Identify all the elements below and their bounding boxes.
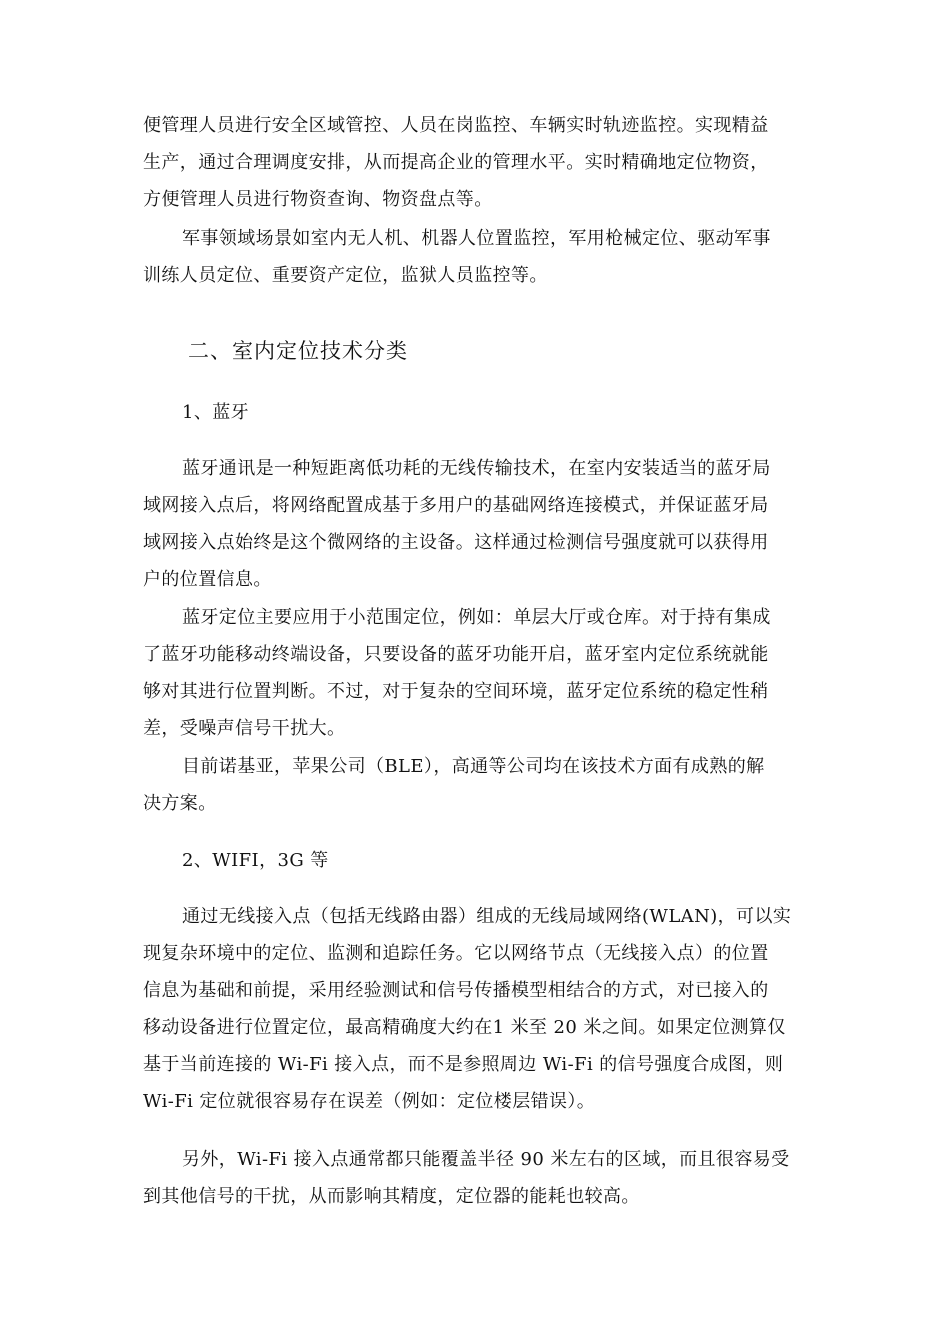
wifi-paragraph-1-line-4: 移动设备进行位置定位，最高精确度大约在1 米至 20 米之间。如果定位测算仅 <box>143 1017 786 1038</box>
intro-paragraph-2-line-1: 军事领域场景如室内无人机、机器人位置监控，军用枪械定位、驱动军事 <box>182 228 771 249</box>
wifi-paragraph-1-line-1: 通过无线接入点（包括无线路由器）组成的无线局域网络(WLAN)，可以实 <box>182 906 792 927</box>
bluetooth-paragraph-1-line-4: 户的位置信息。 <box>143 569 272 590</box>
wifi-paragraph-2-line-1: 另外，Wi-Fi 接入点通常都只能覆盖半径 90 米左右的区域，而且很容易受 <box>182 1149 790 1170</box>
section-heading: 二、室内定位技术分类 <box>188 339 408 363</box>
wifi-paragraph-1-line-6: Wi-Fi 定位就很容易存在误差（例如：定位楼层错误）。 <box>143 1091 596 1112</box>
wifi-paragraph-1-line-2: 现复杂环境中的定位、监测和追踪任务。它以网络节点（无线接入点）的位置 <box>143 943 769 964</box>
bluetooth-paragraph-2-line-2: 了蓝牙功能移动终端设备，只要设备的蓝牙功能开启，蓝牙室内定位系统就能 <box>143 644 769 665</box>
bluetooth-paragraph-1-line-2: 域网接入点后，将网络配置成基于多用户的基础网络连接模式，并保证蓝牙局 <box>143 495 769 516</box>
bluetooth-paragraph-1-line-3: 域网接入点始终是这个微网络的主设备。这样通过检测信号强度就可以获得用 <box>143 532 769 553</box>
bluetooth-paragraph-2-line-1: 蓝牙定位主要应用于小范围定位，例如：单层大厅或仓库。对于持有集成 <box>182 607 771 628</box>
wifi-heading: 2、WIFI，3G 等 <box>182 850 329 871</box>
bluetooth-paragraph-3-line-2: 决方案。 <box>143 793 217 814</box>
intro-paragraph-1-line-2: 生产，通过合理调度安排，从而提高企业的管理水平。实时精确地定位物资， <box>143 152 769 173</box>
intro-paragraph-2-line-2: 训练人员定位、重要资产定位，监狱人员监控等。 <box>143 265 548 286</box>
bluetooth-heading: 1、蓝牙 <box>182 402 250 423</box>
intro-paragraph-1-line-1: 便管理人员进行安全区域管控、人员在岗监控、车辆实时轨迹监控。实现精益 <box>143 115 769 136</box>
bluetooth-paragraph-2-line-3: 够对其进行位置判断。不过，对于复杂的空间环境，蓝牙定位系统的稳定性稍 <box>143 681 769 702</box>
intro-paragraph-1-line-3: 方便管理人员进行物资查询、物资盘点等。 <box>143 189 493 210</box>
bluetooth-paragraph-1-line-1: 蓝牙通讯是一种短距离低功耗的无线传输技术，在室内安装适当的蓝牙局 <box>182 458 771 479</box>
wifi-paragraph-2-line-2: 到其他信号的干扰，从而影响其精度，定位器的能耗也较高。 <box>143 1186 640 1207</box>
bluetooth-paragraph-2-line-4: 差，受噪声信号干扰大。 <box>143 718 346 739</box>
wifi-paragraph-1-line-3: 信息为基础和前提，采用经验测试和信号传播模型相结合的方式，对已接入的 <box>143 980 769 1001</box>
wifi-paragraph-1-line-5: 基于当前连接的 Wi-Fi 接入点，而不是参照周边 Wi-Fi 的信号强度合成图，则 <box>143 1054 784 1075</box>
bluetooth-paragraph-3-line-1: 目前诺基亚，苹果公司（BLE），高通等公司均在该技术方面有成熟的解 <box>182 756 765 777</box>
